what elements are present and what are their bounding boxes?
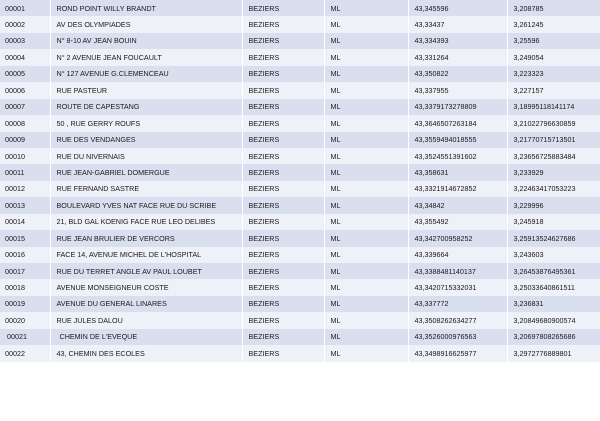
longitude-cell: 3,243603 [507,247,600,263]
code-cell: ML [324,230,408,246]
id-cell: 00013 [0,197,50,213]
longitude-cell: 3,21022796630859 [507,115,600,131]
id-cell: 00015 [0,230,50,246]
table-row [0,0,600,16]
city-cell: BEZIERS [242,296,324,312]
longitude-cell: 3,20849680900574 [507,312,600,328]
latitude-cell: 43,3420715332031 [408,279,507,295]
code-cell: ML [324,82,408,98]
table-row [0,164,600,180]
id-cell: 00014 [0,214,50,230]
longitude-cell: 3,23656725883484 [507,148,600,164]
address-cell: RUE DU NIVERNAIS [50,148,242,164]
address-cell: BOULEVARD YVES NAT FACE RUE DU SCRIBE [50,197,242,213]
code-cell: ML [324,181,408,197]
city-cell: BEZIERS [242,214,324,230]
code-cell: ML [324,197,408,213]
address-cell: RUE DES VENDANGES [50,132,242,148]
longitude-cell: 3,18995118141174 [507,99,600,115]
longitude-cell: 3,229996 [507,197,600,213]
id-cell: 00019 [0,296,50,312]
code-cell: ML [324,148,408,164]
id-cell: 00018 [0,279,50,295]
table-row [0,132,600,148]
address-cell: N° 8-10 AV JEAN BOUIN [50,33,242,49]
latitude-cell: 43,358631 [408,164,507,180]
longitude-cell: 3,249054 [507,49,600,65]
id-cell: 00008 [0,115,50,131]
code-cell: ML [324,296,408,312]
code-cell: ML [324,115,408,131]
latitude-cell: 43,3321914672852 [408,181,507,197]
city-cell: BEZIERS [242,279,324,295]
address-cell: CHEMIN DE L'EVEQUE [50,329,242,345]
longitude-cell: 3,26453876495361 [507,263,600,279]
code-cell: ML [324,99,408,115]
table-row [0,33,600,49]
longitude-cell: 3,261245 [507,16,600,32]
city-cell: BEZIERS [242,66,324,82]
city-cell: BEZIERS [242,164,324,180]
longitude-cell: 3,236831 [507,296,600,312]
city-cell: BEZIERS [242,312,324,328]
city-cell: BEZIERS [242,230,324,246]
city-cell: BEZIERS [242,247,324,263]
longitude-cell: 3,223323 [507,66,600,82]
city-cell: BEZIERS [242,49,324,65]
latitude-cell: 43,34842 [408,197,507,213]
longitude-cell: 3,25033640861511 [507,279,600,295]
code-cell: ML [324,49,408,65]
code-cell: ML [324,279,408,295]
id-cell: 00010 [0,148,50,164]
id-cell: 00017 [0,263,50,279]
city-cell: BEZIERS [242,197,324,213]
table-row [0,296,600,312]
address-cell: 43, CHEMIN DES ECOLES [50,345,242,361]
id-cell: 00012 [0,181,50,197]
latitude-cell: 43,3508262634277 [408,312,507,328]
longitude-cell: 3,25913524627686 [507,230,600,246]
address-cell: RUE JEAN-GABRIEL DOMERGUE [50,164,242,180]
address-cell: RUE JEAN BRULIER DE VERCORS [50,230,242,246]
address-cell: ROUTE DE CAPESTANG [50,99,242,115]
latitude-cell: 43,3559494018555 [408,132,507,148]
code-cell: ML [324,0,408,16]
address-cell: RUE PASTEUR [50,82,242,98]
longitude-cell: 3,245918 [507,214,600,230]
id-cell: 00001 [0,0,50,16]
latitude-cell: 43,33437 [408,16,507,32]
table-row [0,312,600,328]
code-cell: ML [324,16,408,32]
latitude-cell: 43,331264 [408,49,507,65]
latitude-cell: 43,342700958252 [408,230,507,246]
latitude-cell: 43,337772 [408,296,507,312]
city-cell: BEZIERS [242,16,324,32]
address-cell: AV DES OLYMPIADES [50,16,242,32]
id-cell: 00007 [0,99,50,115]
city-cell: BEZIERS [242,148,324,164]
longitude-cell: 3,208785 [507,0,600,16]
id-cell: 00022 [0,345,50,361]
address-cell: FACE 14, AVENUE MICHEL DE L'HOSPITAL [50,247,242,263]
table-row [0,99,600,115]
id-cell: 00006 [0,82,50,98]
latitude-cell: 43,3646507263184 [408,115,507,131]
address-cell: N° 127 AVENUE G.CLEMENCEAU [50,66,242,82]
table-row [0,214,600,230]
table-row [0,66,600,82]
code-cell: ML [324,214,408,230]
address-cell: N° 2 AVENUE JEAN FOUCAULT [50,49,242,65]
id-cell: 00002 [0,16,50,32]
address-cell: 21, BLD GAL KOENIG FACE RUE LEO DELIBES [50,214,242,230]
table-row [0,279,600,295]
latitude-cell: 43,3524551391602 [408,148,507,164]
code-cell: ML [324,312,408,328]
table-row [0,181,600,197]
latitude-cell: 43,337955 [408,82,507,98]
code-cell: ML [324,33,408,49]
city-cell: BEZIERS [242,33,324,49]
table-row [0,82,600,98]
table-row [0,197,600,213]
latitude-cell: 43,339664 [408,247,507,263]
address-cell: RUE DU TERRET ANGLE AV PAUL LOUBET [50,263,242,279]
code-cell: ML [324,247,408,263]
table-row [0,230,600,246]
table-row [0,49,600,65]
latitude-cell: 43,345596 [408,0,507,16]
city-cell: BEZIERS [242,115,324,131]
id-cell: 00021 [0,329,50,345]
table-row [0,148,600,164]
address-cell: AVENUE MONSEIGNEUR COSTE [50,279,242,295]
latitude-cell: 43,3498916625977 [408,345,507,361]
city-cell: BEZIERS [242,132,324,148]
city-cell: BEZIERS [242,82,324,98]
latitude-cell: 43,3379173278809 [408,99,507,115]
id-cell: 00003 [0,33,50,49]
latitude-cell: 43,3388481140137 [408,263,507,279]
table-row [0,345,600,361]
city-cell: BEZIERS [242,99,324,115]
city-cell: BEZIERS [242,345,324,361]
latitude-cell: 43,355492 [408,214,507,230]
id-cell: 00016 [0,247,50,263]
table-row [0,263,600,279]
address-cell: RUE FERNAND SASTRE [50,181,242,197]
city-cell: BEZIERS [242,329,324,345]
id-cell: 00009 [0,132,50,148]
code-cell: ML [324,263,408,279]
city-cell: BEZIERS [242,0,324,16]
code-cell: ML [324,132,408,148]
table-row [0,115,600,131]
id-cell: 00011 [0,164,50,180]
longitude-cell: 3,25596 [507,33,600,49]
table-row [0,247,600,263]
address-cell: 50 , RUE GERRY ROUFS [50,115,242,131]
table-row [0,16,600,32]
latitude-cell: 43,3526000976563 [408,329,507,345]
city-cell: BEZIERS [242,181,324,197]
longitude-cell: 3,233929 [507,164,600,180]
longitude-cell: 3,21770715713501 [507,132,600,148]
code-cell: ML [324,164,408,180]
id-cell: 00004 [0,49,50,65]
id-cell: 00020 [0,312,50,328]
code-cell: ML [324,329,408,345]
longitude-cell: 3,22463417053223 [507,181,600,197]
id-cell: 00005 [0,66,50,82]
longitude-cell: 3,227157 [507,82,600,98]
latitude-cell: 43,334393 [408,33,507,49]
code-cell: ML [324,66,408,82]
address-cell: RUE JULES DALOU [50,312,242,328]
table-row [0,329,600,345]
code-cell: ML [324,345,408,361]
longitude-cell: 3,20697808265686 [507,329,600,345]
address-cell: ROND POINT WILLY BRANDT [50,0,242,16]
longitude-cell: 3,2972776889801 [507,345,600,361]
city-cell: BEZIERS [242,263,324,279]
latitude-cell: 43,350822 [408,66,507,82]
address-cell: AVENUE DU GENERAL LINARES [50,296,242,312]
